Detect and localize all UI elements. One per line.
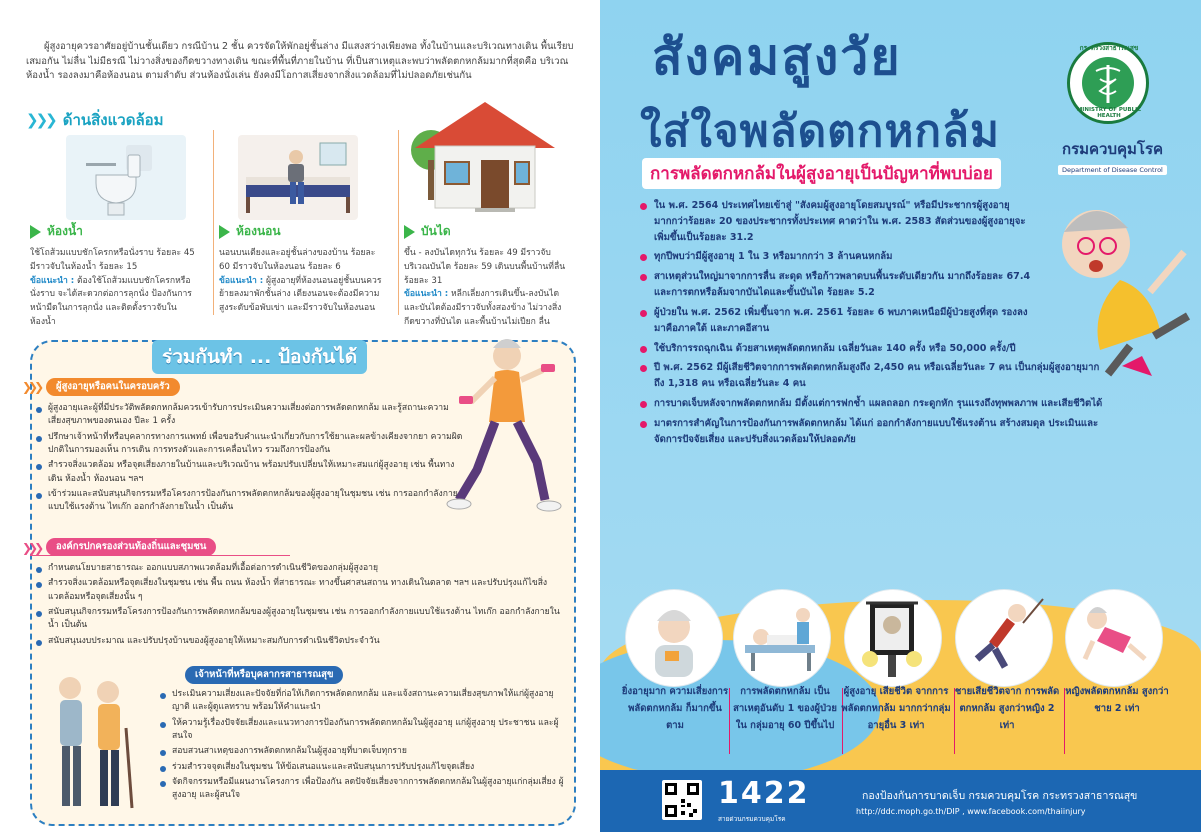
community-list — [34, 562, 562, 650]
section-label-health-staff: เจ้าหน้าที่หรือบุคลากรสาธารณสุข — [185, 666, 343, 684]
fact-item: ใน พ.ศ. 2564 ประเทศไทยเข้าสู่ "สังคมผู้สูงอายุโดยสมบูรณ์" หรือมีประชากรผู้สูงอายุมากกว่าร้อยละ 20 ของประชากรทั้งประเทศ คาดว่าใน พ.ศ. 2583 สัดส่วนของผู้สูงอายุจะเพิ่มขึ้นเป็นร้อยละ 31.2 — [638, 198, 1038, 245]
footer-organization: กองป้องกันการบาดเจ็บ กรมควบคุมโรค กระทรวงสาธารณสุข — [862, 790, 1138, 802]
advice-label: ข้อแนะนำ : — [30, 275, 75, 286]
advice-label: ข้อแนะนำ : — [404, 289, 449, 300]
room-title: ห้องนอน — [236, 224, 281, 238]
list-item: สำรวจสิ่งแวดล้อม หรือจุดเสี่ยงภายในบ้านและบริเวณบ้าน พร้อมปรับเปลี่ยนให้เหมาะสมแก่ผู้สูงอายุ เช่น พื้นทางเดิน ห้องน้ำ ห้องนอน ฯลฯ — [34, 459, 464, 486]
advice-text: ต้องใช้โถส้วมแบบชักโครกหรือนั่งราบ จะได้สะดวกต่อการลุกนั่ง ป้องกันการหน้ามืดในการลุกนั่ง และติดตั้งราวจับในห้องน้ำ — [30, 275, 192, 327]
caption-hospital: การพลัดตกหกล้ม เป็นสาเหตุอันดับ 1 ของผู้ป่วยใน กลุ่มอายุ 60 ปีขึ้นไป — [733, 686, 837, 732]
room-stats: นอนบนเตียงและอยู่ชั้นล่างของบ้าน ร้อยละ 60 มีราวจับในห้องนอน ร้อยละ 6 — [219, 248, 376, 272]
section-arrows-icon: ❯❯❯ — [22, 541, 41, 555]
house-illustration — [405, 98, 565, 218]
list-item: ให้ความรู้เรื่องปัจจัยเสี่ยงและแนวทางการป้องกันการพลัดตกหกล้มในผู้สูงอายุ แก่ผู้สูงอายุ ประชาชน และผู้สนใจ — [158, 717, 566, 744]
list-item: สนับสนุนกิจกรรมหรือโครงการป้องกันการพลัดตกหกล้มของผู้สูงอายุในชุมชน เช่น การออกกำลังกายแบบใช้แรงต้าน ไทเก๊ก ออกกำลังกายในน้ำ เป็นต้น — [34, 606, 562, 633]
list-item: ร่วมสำรวจจุดเสี่ยงในชุมชน ให้ข้อเสนอแนะและสนับสนุนการปรับปรุงแก้ไขจุดเสี่ยง — [158, 761, 566, 774]
section-label-community: องค์กรปกครองส่วนท้องถิ่นและชุมชน — [46, 538, 216, 556]
room-header — [404, 222, 572, 241]
illustration-circle-hospital — [734, 590, 830, 686]
footer-links: http://ddc.moph.go.th/DIP , www.facebook.com/thaiinjury — [856, 807, 1086, 816]
list-item: ปรึกษาเจ้าหน้าที่หรือบุคลากรทางการแพทย์ เพื่อขอรับคำแนะนำเกี่ยวกับการใช้ยาและผลข้างเคียงจากยา ความผิดปกติในการมองเห็น การเดิน การทรงตัวและการเคลื่อนไหว รวมถึงการป้องกัน — [34, 431, 464, 458]
fact-item: มาตรการสำคัญในการป้องกันการพลัดตกหกล้ม ได้แก่ ออกกำลังกายแบบใช้แรงต้าน สร้างสมดุล ประเมินและจัดการปัจจัยเสี่ยง และปรับสิ่งแวดล้อมให้ปลอดภัย — [638, 416, 1108, 448]
fact-item: สาเหตุส่วนใหญ่มาจากการลื่น สะดุด หรือก้าวพลาดบนพื้นระดับเดียวกัน มากถึงร้อยละ 67.4 และการตกหรือล้มจากบันไดและขั้นบันได ร้อยละ 5.2 — [638, 269, 1038, 301]
caption-female: หญิงพลัดตกหกล้ม สูงกว่าชาย 2 เท่า — [1065, 686, 1169, 715]
falling-elderly-illustration — [1030, 196, 1200, 396]
triple-chevron-icon: ❯❯❯ — [26, 111, 55, 129]
list-item: สนับสนุนงบประมาณ และปรับปรุงบ้านของผู้สูงอายุให้เหมาะสมกับการดำเนินชีวิตประจำวัน — [34, 635, 562, 648]
main-title-line1: สังคมสูงวัย — [652, 28, 902, 86]
logo-top-text: กระทรวงสาธารณสุข — [1079, 44, 1139, 52]
fact-item: ทุกปีพบว่ามีผู้สูงอายุ 1 ใน 3 หรือมากกว่า 3 ล้านคนหกล้ม — [638, 249, 1038, 265]
list-item: ผู้สูงอายุและผู้ที่มีประวัติพลัดตกหกล้มควรเข้ารับการประเมินความเสี่ยงต่อการพลัดตกหกล้ม และรู้สถานะความเสี่ยงสุขภาพของตนเอง ปีละ 1 ครั้ง — [34, 402, 464, 429]
illustration-circle-female-fall — [1066, 590, 1162, 686]
fact-item: ใช้บริการรถฉุกเฉิน ด้วยสาเหตุพลัดตกหกล้ม เฉลี่ยวันละ 140 ครั้ง หรือ 50,000 ครั้ง/ปี — [638, 341, 1038, 357]
environment-title: ด้านสิ่งแวดล้อม — [62, 111, 164, 129]
room-body — [30, 247, 198, 330]
qr-code-icon — [662, 780, 702, 820]
section-label-family: ผู้สูงอายุหรือคนในครอบครัว — [46, 378, 180, 396]
caregiver-illustration — [40, 668, 140, 818]
department-name-english: Department of Disease Control — [1058, 165, 1167, 175]
room-card-bathroom — [30, 222, 198, 330]
triangle-bullet-icon — [219, 225, 230, 239]
fact-item: ปี พ.ศ. 2562 มีผู้เสียชีวิตจากการพลัดตกหกล้มสูงถึง 2,450 คน หรือเฉลี่ยวันละ 7 คน เป็นกลุ่มผู้สูงอายุมากถึง 1,318 คน หรือเฉลี่ยวันละ 4 คน — [638, 360, 1108, 392]
room-header — [30, 222, 198, 241]
caption-male: ชายเสียชีวิตจาก การพลัดตกหกล้ม สูงกว่าหญิง 2 เท่า — [954, 686, 1060, 732]
room-body — [219, 247, 387, 316]
illustration-circle-death — [845, 590, 941, 686]
list-item: กำหนดนโยบายสาธารณะ ออกแบบสภาพแวดล้อมที่เอื้อต่อการดำเนินชีวิตของกลุ่มผู้สูงอายุ — [34, 562, 562, 575]
logo-bottom-text: MINISTRY OF PUBLIC HEALTH — [1076, 107, 1142, 119]
health-staff-list — [158, 688, 566, 805]
section-arrows-icon: ❯❯❯ — [22, 380, 41, 394]
advice-label: ข้อแนะนำ : — [219, 275, 264, 286]
left-panel — [0, 0, 600, 832]
fact-item: ผู้ป่วยใน พ.ศ. 2562 เพิ่มขึ้นจาก พ.ศ. 2561 ร้อยละ 6 พบภาคเหนือมีผู้ป่วยสูงที่สุด รองลงมาคือภาคใต้ และภาคอีสาน — [638, 305, 1038, 337]
room-card-stairs — [404, 222, 572, 330]
divider-line-2 — [398, 130, 399, 315]
room-card-bedroom — [219, 222, 387, 316]
family-list — [34, 402, 464, 517]
caption-death: ผู้สูงอายุ เสียชีวิต จากการพลัดตกหกล้ม มากกว่ากลุ่มอายุอื่น 3 เท่า — [841, 686, 951, 732]
room-title: บันได — [421, 224, 451, 238]
bedroom-illustration — [238, 135, 358, 220]
hotline-label: สายด่วนกรมควบคุมโรค — [718, 815, 786, 823]
main-title-line2: ใส่ใจพลัดตกหกล้ม — [640, 106, 1000, 157]
advice-text: ผู้สูงอายุที่ห้องนอนอยู่ชั้นบนควรย้ายลงมาพักชั้นล่าง เตียงนอนจะต้องมีความสูงระดับข้อพับเข่า และมีราวจับในห้องนอน — [219, 275, 382, 313]
illustration-circle-age — [626, 590, 722, 686]
room-body — [404, 247, 572, 330]
room-stats: ขึ้น - ลงบันไดทุกวัน ร้อยละ 49 มีราวจับบริเวณบันได ร้อยละ 59 เดินบนพื้นบ้านที่ลื่นร้อยละ 31 — [404, 248, 566, 286]
hotline-number: 1422 — [718, 776, 810, 811]
caduceus-icon — [1082, 57, 1134, 109]
department-name-thai: กรมควบคุมโรค — [1062, 140, 1164, 158]
fact-item: การบาดเจ็บหลังจากพลัดตกหกล้ม มีตั้งแต่การฟกช้ำ แผลถลอก กระดูกหัก รุนแรงถึงทุพพลภาพ และเสียชีวิตได้ — [638, 396, 1108, 412]
caption-age: ยิ่งอายุมาก ความเสี่ยงการพลัดตกหกล้ม ก็มากขึ้นตาม — [621, 686, 729, 732]
right-panel — [600, 0, 1201, 832]
room-title: ห้องน้ำ — [47, 224, 83, 238]
room-header — [219, 222, 387, 241]
illustration-circle-male-fall — [956, 590, 1052, 686]
list-item: ประเมินความเสี่ยงและปัจจัยที่ก่อให้เกิดการพลัดตกหกล้ม และแจ้งสถานะความเสี่ยงสุขภาพให้แก่ผู้สูงอายุ ญาติ และผู้ดูแลทราบ พร้อมให้คำแนะนำ — [158, 688, 566, 715]
divider-line-1 — [213, 130, 214, 315]
toilet-illustration — [66, 135, 186, 220]
list-item: สอบสวนสาเหตุของการพลัดตกหกล้มในผู้สูงอายุที่บาดเจ็บทุกราย — [158, 745, 566, 758]
advice-text: หลีกเลี่ยงการเดินขึ้น-ลงบันได และบันไดต้องมีราวจับทั้งสองข้าง ไม่วางสิ่งกีดขวางที่บันได และพื้นบ้านไม่เปียก ลื่น — [404, 289, 562, 327]
facts-list — [638, 198, 1103, 452]
intro-paragraph: ผู้สูงอายุควรอาศัยอยู่บ้านชั้นเดียว กรณีบ้าน 2 ชั้น ควรจัดให้พักอยู่ชั้นล่าง มีแสงสว่างเพียงพอ ทั้งในบ้านและบริเวณทางเดิน พื้นเรียบเสมอกัน ไม่ลื่น ไม่มีธรณี ไม่วางสิ่งของกีดขวางทางเดิน ขณะที่พื้นที่ภายในบ้าน ที่เป็นสาเหตุและพบว่าพลัดตกหกล้มมากที่สุดคือ บริเวณห้องน้ำ รองลงมาคือห้องนอน ตามลำดับ ส่วนห้องนั่งเล่น ยังคงมีโอกาสเสี่ยงจากสิ่งแวดล้อมที่ไม่ปลอดภัยเช่นกัน — [26, 41, 574, 82]
environment-heading — [26, 108, 164, 132]
triangle-bullet-icon — [30, 225, 41, 239]
ministry-logo — [1067, 42, 1149, 124]
subtitle: การพลัดตกหกล้มในผู้สูงอายุเป็นปัญหาที่พบบ่อย — [642, 158, 1001, 189]
room-stats: ใช้โถส้วมแบบชักโครกหรือนั่งราบ ร้อยละ 45 มีราวจับในห้องน้ำ ร้อยละ 15 — [30, 248, 195, 272]
triangle-bullet-icon — [404, 225, 415, 239]
cooperation-title: ร่วมกันทำ ... ป้องกันได้ — [152, 340, 367, 374]
list-item: เข้าร่วมและสนับสนุนกิจกรรมหรือโครงการป้องกันการพลัดตกหกล้มของผู้สูงอายุในชุมชน เช่น การออกกำลังกายแบบใช้แรงต้าน ไทเก๊ก ออกกำลังกายในน้ำ เป็นต้น — [34, 488, 464, 515]
list-item: สำรวจสิ่งแวดล้อมหรือจุดเสี่ยงในชุมชน เช่น พื้น ถนน ห้องน้ำ ที่สาธารณะ ทางขึ้นศาสนสถาน ทางเดินในตลาด ฯลฯ และปรับปรุงแก้ไขสิ่งแวดล้อมหรือจุดเสี่ยงนั้น ๆ — [34, 577, 562, 604]
list-item: จัดกิจกรรมหรือมีแผนงานโครงการ เพื่อป้องกัน ลดปัจจัยเสี่ยงจากการพลัดตกหกล้มในผู้สูงอายุแก่กลุ่มเสี่ยง ผู้สูงอายุ และผู้สนใจ — [158, 776, 566, 803]
